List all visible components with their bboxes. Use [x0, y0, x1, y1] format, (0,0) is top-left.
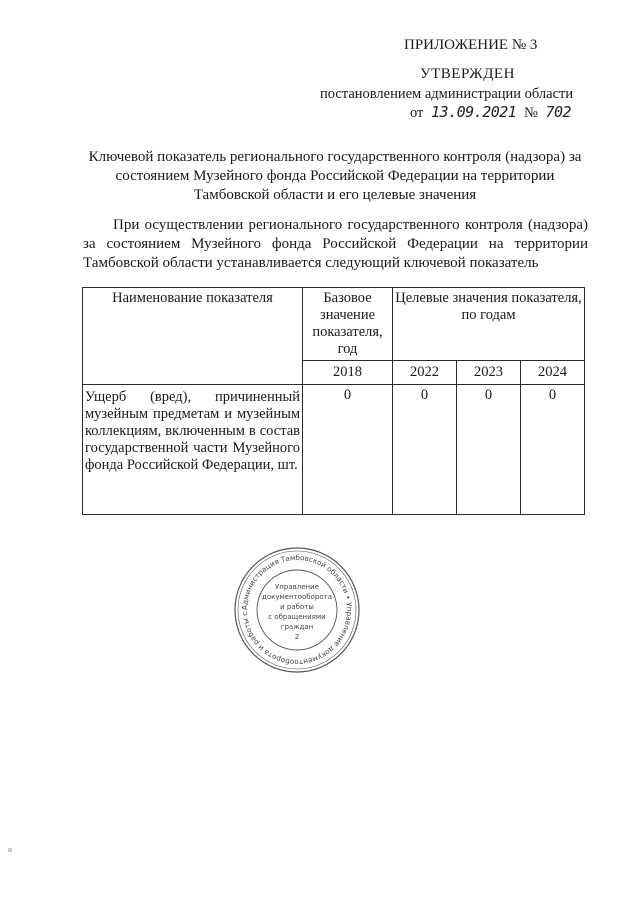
header-base-value: Базовое значение показателя, год [303, 288, 393, 361]
stamp-center-line-4: с обращениями [268, 613, 326, 621]
target-value-cell-1: 0 [393, 385, 457, 515]
intro-paragraph: При осуществлении регионального государственного контроля (надзора) за состоянием Музейного фонда Российской Федерации на территории Тамбовской области устанавливается следующий ключевой показатель [83, 217, 588, 271]
title-line-3: Тамбовской области и его целевые значения [193, 187, 477, 203]
decree-date-handwritten: 13.09.2021 [431, 103, 517, 121]
indicator-table [82, 287, 585, 515]
number-prefix: № [523, 105, 538, 121]
target-value-cell-3: 0 [521, 385, 585, 515]
year-target-3: 2024 [521, 361, 585, 385]
stamp-seal-icon [232, 545, 362, 675]
header-target-values: Целевые значения показателя, по годам [393, 288, 585, 361]
title-line-1: Ключевой показатель регионального государственного контроля (надзора) за [88, 149, 582, 165]
target-value-cell-2: 0 [457, 385, 521, 515]
scan-dot [8, 848, 12, 852]
stamp-center-line-2: документооборота [262, 593, 332, 601]
header-indicator-name: Наименование показателя [83, 288, 303, 385]
decree-date-line [410, 103, 575, 122]
table-row [83, 385, 585, 515]
appendix-label: ПРИЛОЖЕНИЕ № 3 [404, 37, 538, 53]
stamp-center-line-3: и работы [280, 603, 314, 611]
indicator-name-cell: Ущерб (вред), причиненный музейным предметам и музейным коллекциям, включенным в состав государственной части Музейного фонда Российской Федерации, шт. [83, 385, 303, 515]
base-value-cell: 0 [303, 385, 393, 515]
official-stamp [232, 545, 362, 675]
year-base: 2018 [303, 361, 393, 385]
year-target-2: 2023 [457, 361, 521, 385]
document-title [70, 148, 600, 205]
approved-label: УТВЕРЖДЕН [420, 66, 515, 82]
stamp-center-line-6: 2 [294, 633, 300, 641]
stamp-center-line-1: Управление [275, 583, 319, 591]
approved-by-text: постановлением администрации области [320, 86, 574, 102]
decree-number-handwritten: 702 [545, 103, 572, 121]
date-prefix: от [410, 105, 424, 121]
title-line-2: состоянием Музейного фонда Российской Федерации на территории [115, 168, 555, 184]
table-header-row [83, 288, 585, 361]
stamp-ring-text: Администрация Тамбовской области • Управление документооборота и работы с [239, 552, 355, 668]
year-target-1: 2022 [393, 361, 457, 385]
stamp-center-line-5: граждан [280, 623, 314, 631]
